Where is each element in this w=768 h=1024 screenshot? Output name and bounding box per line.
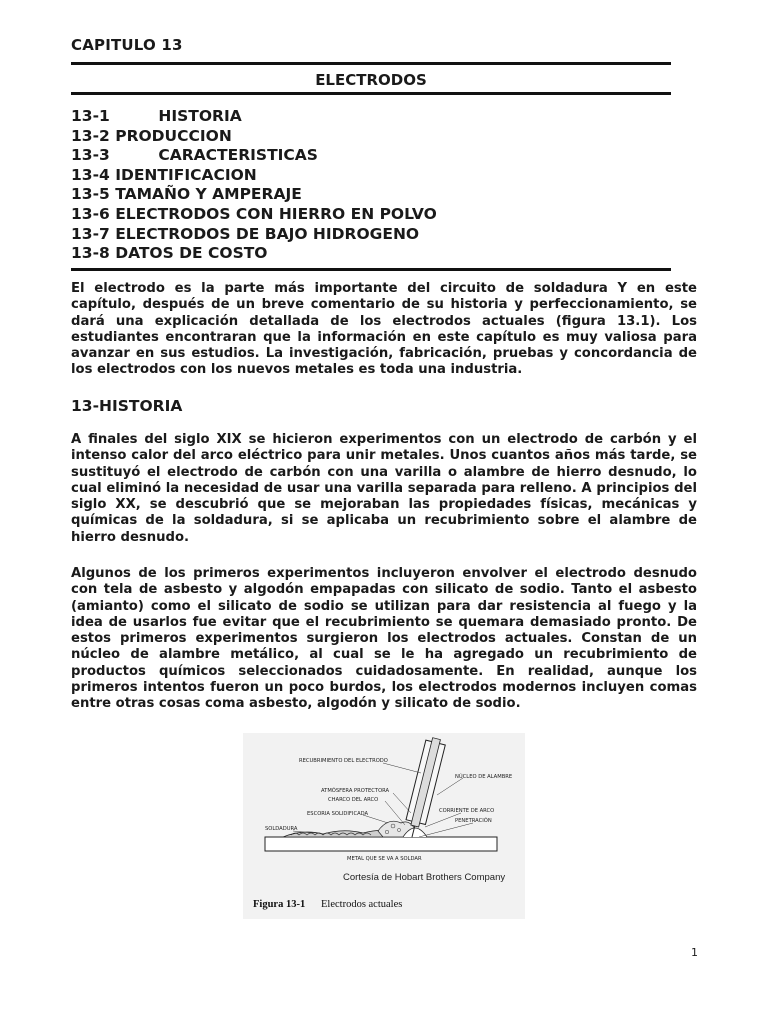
label-atmosphere: ATMÓSFERA PROTECTORA — [321, 788, 390, 794]
figure-caption-number: Figura 13-1 — [253, 899, 306, 910]
toc-item: 13-5 TAMAÑO Y AMPERAJE — [71, 185, 302, 204]
intro-paragraph: El electrodo es la parte más importante del circuito de soldadura Y en este capítulo, después de un breve comentario de su historia y perfeccionamiento, se dará una explicación detallada de los electrodos actuales (figura 13.1). Los estudiantes encontraran que la información en este capítulo es muy valiosa para avanzar en sus estudios. La investigación, fabricación, pruebas y concordancia de los electrodos con los nuevos metales es toda una industria. — [71, 281, 697, 378]
chapter-title: ELECTRODOS — [315, 71, 427, 89]
toc-item: 13-1 HISTORIA — [71, 107, 242, 125]
table-of-contents — [71, 107, 437, 264]
divider-rule — [71, 62, 671, 65]
history-paragraph: A finales del siglo XIX se hicieron experimentos con un electrodo de carbón y el intenso calor del arco eléctrico para unir metales. Unos cuantos años más tarde, se sustituyó el electrodo de carbón con una varilla o alambre de hierro desnudo, lo cual eliminó la necesidad de usar una varilla separada para relleno. A principios del siglo XX, se descubrió que se mejoraban las propiedades físicas, mecánicas y químicas de la soldadura, si se aplicaba un recubrimiento sobre el alambre de hierro desnudo. — [71, 432, 697, 545]
label-penetration: PENETRACIÓN — [455, 818, 492, 824]
welding-diagram — [243, 733, 525, 919]
divider-rule — [71, 92, 671, 95]
label-pool: CHARCO DEL ARCO — [328, 797, 379, 803]
divider-rule — [71, 268, 671, 271]
toc-item: 13-8 DATOS DE COSTO — [71, 244, 268, 263]
toc-item: 13-7 ELECTRODOS DE BAJO HIDROGENO — [71, 224, 420, 243]
toc-item: 13-2 PRODUCCION — [71, 126, 232, 145]
toc-item: 13-6 ELECTRODOS CON HIERRO EN POLVO — [71, 204, 437, 223]
chapter-label: CAPITULO 13 — [71, 36, 183, 54]
label-coating: RECUBRIMIENTO DEL ELECTRODO — [299, 758, 388, 764]
base-metal — [265, 837, 497, 851]
electrode-figure — [243, 733, 525, 919]
label-current: CORRIENTE DE ARCO — [439, 808, 495, 814]
toc-item: 13-3 CARACTERISTICAS — [71, 146, 318, 165]
label-weld: SOLDADURA — [265, 826, 298, 832]
section-heading: 13-HISTORIA — [71, 397, 183, 415]
label-core: NÚCLEO DE ALAMBRE — [455, 774, 513, 780]
figure-courtesy: Cortesía de Hobart Brothers Company — [343, 872, 506, 883]
figure-caption-text: Electrodos actuales — [321, 899, 403, 910]
label-slag: ESCORIA SOLIDIFICADA — [307, 811, 369, 817]
toc-item: 13-4 IDENTIFICACION — [71, 165, 257, 184]
history-paragraph: Algunos de los primeros experimentos incluyeron envolver el electrodo desnudo con tela de asbesto y algodón empapadas con silicato de sodio. Tanto el asbesto (amianto) como el silicato de sodio se utilizan para dar resistencia al fuego y la idea de usarlos fue evitar que el recubrimiento se quemara demasiado pronto. De estos primeros experimentos surgieron los electrodos actuales. Constan de un núcleo de alambre metálico, al cual se le ha agregado un recubrimiento de productos químicos seleccionados cuidadosamente. En realidad, aunque los primeros intentos fueron un poco burdos, los electrodos modernos incluyen comas entre otras cosas coma asbesto, algodón y silicato de sodio. — [71, 566, 697, 712]
label-base-metal: METAL QUE SE VA A SOLDAR — [347, 856, 422, 862]
page-number: 1 — [691, 946, 698, 959]
